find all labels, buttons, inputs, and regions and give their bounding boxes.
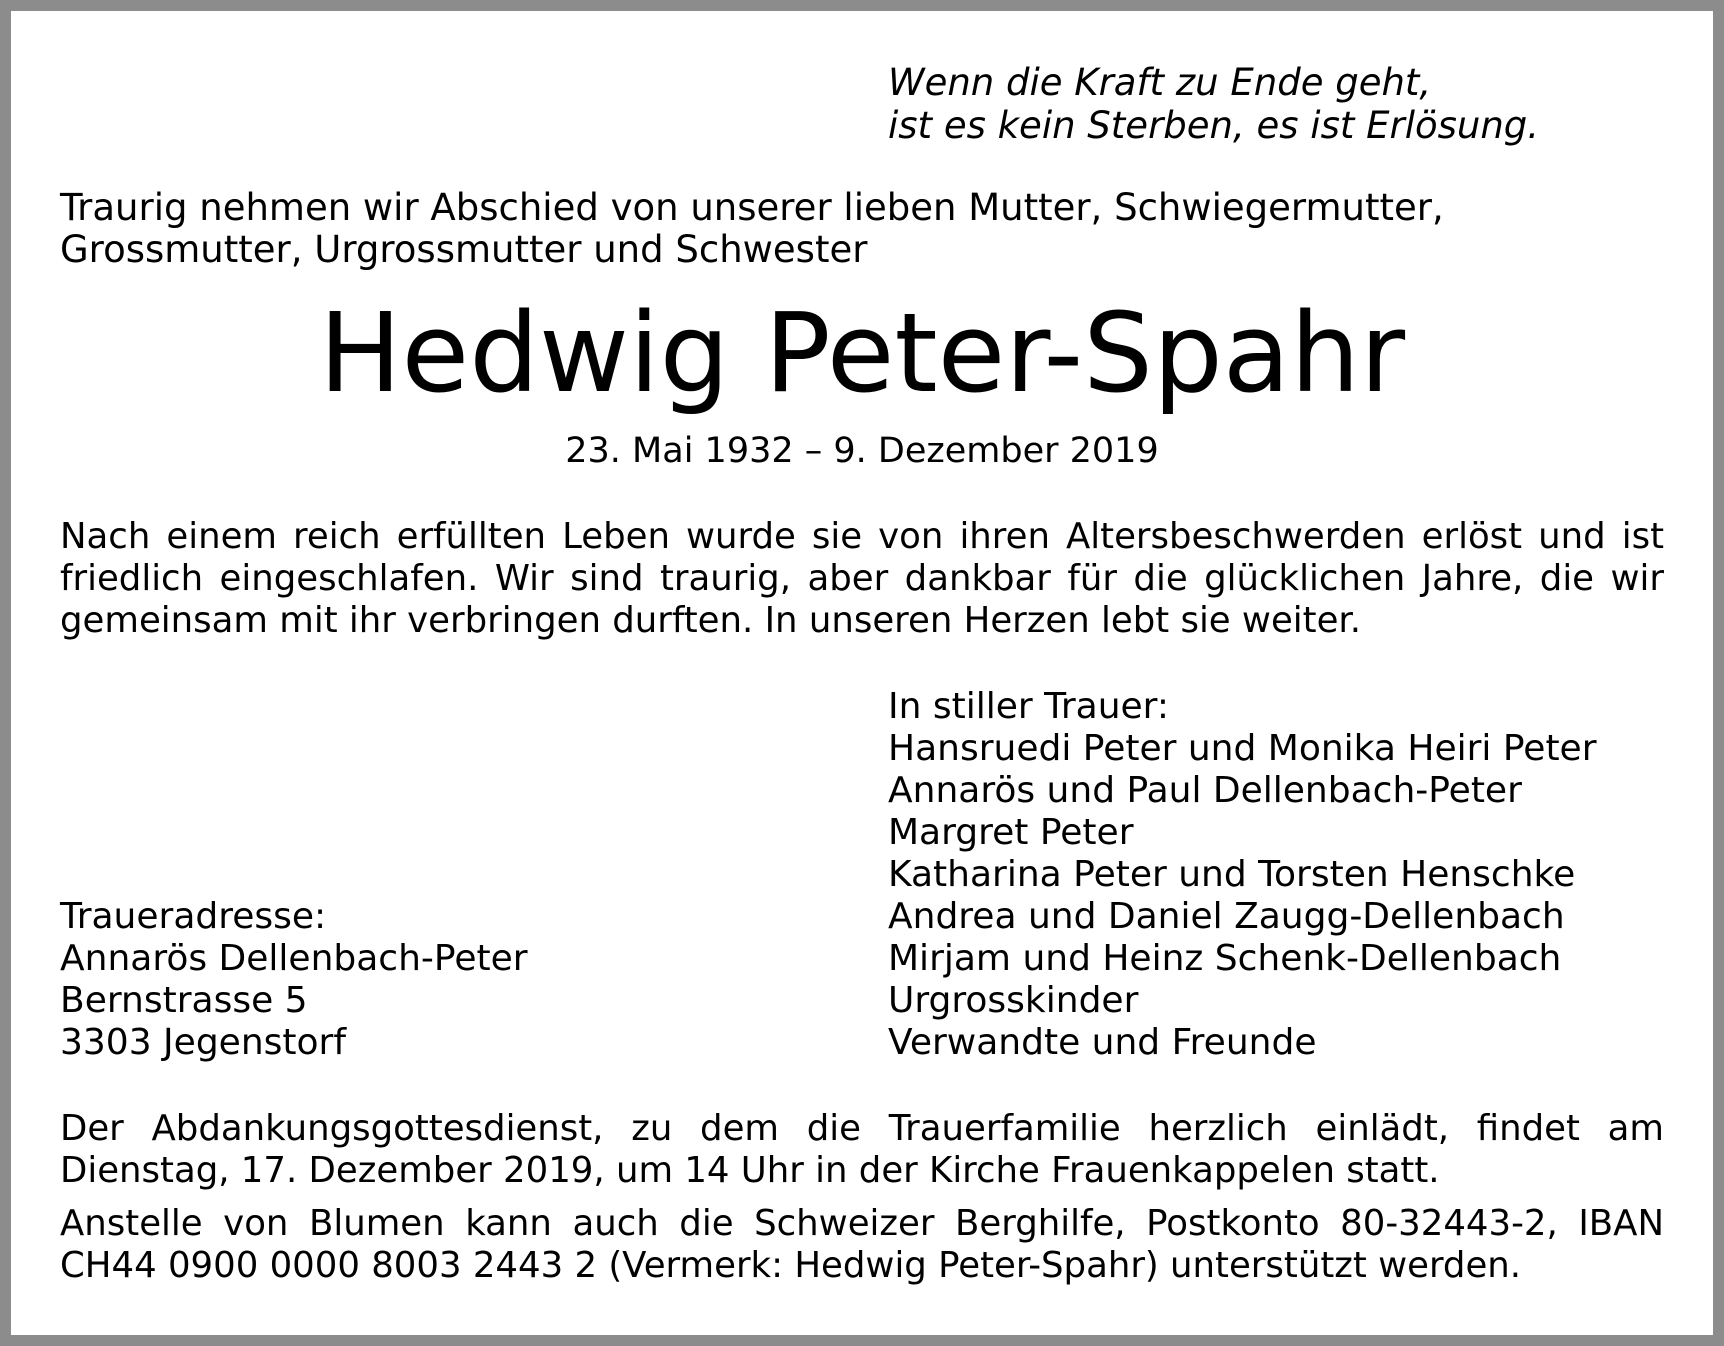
mourner-name: Annarös und Paul Dellenbach-Peter bbox=[888, 770, 1522, 811]
mourner-name: Urgrosskinder bbox=[888, 980, 1139, 1021]
tribute-paragraph: Nach einem reich erfüllten Leben wurde sie von ihren Altersbeschwerden erlöst und ist friedlich eingeschlafen. Wir sind traurig, aber dankbar für die glücklichen Jahre, die wir gemeinsam mit ihr verbringen durften. In unseren Herzen lebt sie weiter. bbox=[60, 516, 1664, 641]
address-name: Annarös Dellenbach-Peter bbox=[60, 938, 528, 979]
mourner-name: Katharina Peter und Torsten Henschke bbox=[888, 854, 1576, 895]
mourner-name: Hansruedi Peter und Monika Heiri Peter bbox=[888, 728, 1597, 769]
mourners-list bbox=[888, 686, 1597, 1064]
service-paragraph: Der Abdankungsgottesdienst, zu dem die Trauerfamilie herzlich einlädt, findet am Dienstag, 17. Dezember 2019, um 14 Uhr in der Kirche Frauenkappelen statt. bbox=[60, 1108, 1664, 1191]
mourners-heading: In stiller Trauer: bbox=[888, 686, 1169, 727]
mourner-name: Andrea und Daniel Zaugg-Dellenbach bbox=[888, 896, 1565, 937]
address-city: 3303 Jegenstorf bbox=[60, 1022, 347, 1063]
deceased-name: Hedwig Peter-Spahr bbox=[318, 289, 1406, 417]
motto-line-2: ist es kein Sterben, es ist Erlösung. bbox=[888, 104, 1540, 147]
motto-line-1: Wenn die Kraft zu Ende geht, bbox=[888, 61, 1432, 104]
obituary-notice bbox=[11, 11, 1713, 1335]
motto-quote bbox=[888, 61, 1539, 147]
mourner-name: Margret Peter bbox=[888, 812, 1134, 853]
mourning-address bbox=[60, 896, 528, 1064]
donation-paragraph: Anstelle von Blumen kann auch die Schweizer Berghilfe, Postkonto 80-32443-2, IBAN CH44 0900 0000 8003 2443 2 (Vermerk: Hedwig Peter-Spahr) unterstützt werden. bbox=[60, 1203, 1664, 1286]
intro-text: Traurig nehmen wir Abschied von unserer lieben Mutter, Schwiegermutter, Grossmutter, Urgrossmutter und Schwester bbox=[60, 186, 1444, 271]
mourner-name: Verwandte und Freunde bbox=[888, 1022, 1317, 1063]
address-heading: Traueradresse: bbox=[60, 896, 327, 937]
life-dates: 23. Mai 1932 – 9. Dezember 2019 bbox=[565, 431, 1159, 471]
address-street: Bernstrasse 5 bbox=[60, 980, 308, 1021]
mourner-name: Mirjam und Heinz Schenk-Dellenbach bbox=[888, 938, 1562, 979]
